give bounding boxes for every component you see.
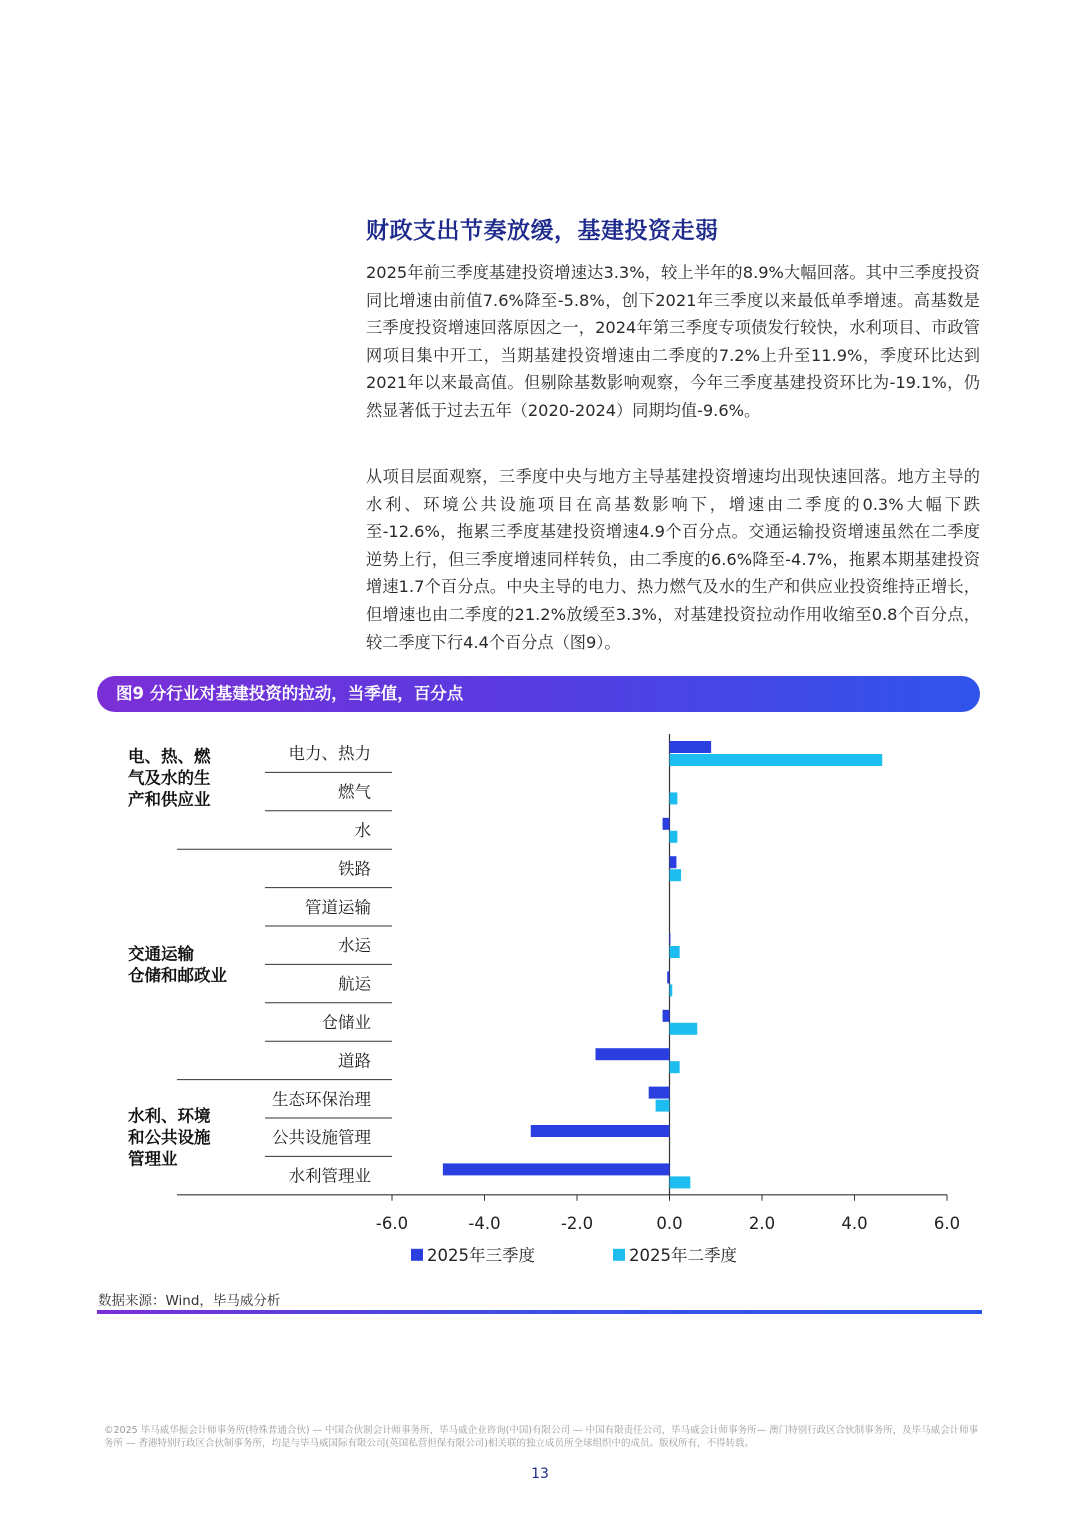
figure-title-banner: 图9 分行业对基建投资的拉动，当季值，百分点 [97, 676, 980, 712]
bar-q3 [670, 933, 671, 945]
bar-q2 [670, 831, 678, 843]
legend-label: 2025年三季度 [427, 1245, 535, 1265]
category-label: 管道运输 [305, 897, 371, 917]
x-tick-label: 2.0 [748, 1213, 776, 1233]
bar-q2 [670, 1023, 698, 1035]
legend-swatch [613, 1249, 625, 1261]
group-label: 水利、环境 [128, 1106, 211, 1126]
copyright-footer: ©2025 毕马威华振会计师事务所(特殊普通合伙) — 中国合伙制会计师事务所，毕马威企业咨询(中国)有限公司 — 中国有限责任公司，毕马威会计师事务所— 澳门特别行政区合伙制事务所，及毕马威会计师事务所 — 香港特别行政区合伙制事务所，均是与毕马威国际有限公司(英国私营担保有限公司)相关联的独立成员所全球组织中的成员。版权所有，不得转载。 [104, 1425, 979, 1449]
category-label: 仓储业 [321, 1013, 371, 1032]
category-label: 航运 [338, 974, 371, 994]
x-tick-label: -2.0 [560, 1213, 594, 1233]
bar-q2 [670, 1176, 691, 1188]
category-label: 水运 [338, 936, 371, 956]
group-label: 管理业 [128, 1149, 178, 1169]
bar-q3 [670, 741, 712, 753]
category-label: 电力、热力 [288, 744, 371, 764]
bar-q2 [670, 754, 883, 766]
group-label: 仓储和邮政业 [128, 966, 227, 986]
bar-q2 [670, 792, 678, 804]
bar-q3 [596, 1048, 670, 1060]
bar-chart [0, 720, 1080, 1280]
category-label: 燃气 [338, 782, 371, 802]
x-tick-label: 4.0 [841, 1213, 868, 1233]
legend-label: 2025年二季度 [629, 1245, 737, 1265]
x-tick-label: 0.0 [656, 1213, 683, 1233]
bar-q2 [670, 1061, 680, 1073]
bar-q2 [656, 1100, 670, 1112]
data-source-note: 数据来源：Wind，毕马威分析 [98, 1293, 281, 1309]
category-label: 水 [354, 821, 371, 840]
gradient-divider [97, 1310, 982, 1314]
group-label: 交通运输 [128, 944, 194, 964]
x-tick-label: -4.0 [468, 1213, 501, 1233]
bar-q2 [670, 869, 682, 881]
paragraph-2: 从项目层面观察，三季度中央与地方主导基建投资增速均出现快速回落。地方主导的水利、环境公共设施项目在高基数影响下，增速由二季度的0.3%大幅下跌至-12.6%，拖累三季度基建投资增速4.9个百分点。交通运输投资增速虽然在二季度逆势上行，但三季度增速同样转负，由二季度的6.6%降至-4.7%，拖累本期基建投资增速1.7个百分点。中央主导的电力、热力燃气及水的生产和供应业投资维持正增长，但增速也由二季度的21.2%放缓至3.3%，对基建投资拉动作用收缩至0.8个百分点，较二季度下行4.4个百分点（图9）。 [366, 467, 980, 652]
page-number: 13 [531, 1466, 549, 1482]
category-label: 铁路 [338, 859, 371, 879]
bar-q3 [663, 818, 670, 830]
bar-q2 [670, 984, 673, 996]
group-label: 气及水的生 [128, 768, 211, 788]
bar-q2 [670, 946, 680, 958]
group-label: 电、热、燃 [128, 747, 211, 766]
bar-q3 [531, 1125, 670, 1137]
bar-q3 [649, 1087, 670, 1099]
bar-q3 [667, 971, 669, 983]
category-label: 道路 [338, 1051, 371, 1071]
category-label: 生态环保治理 [272, 1089, 371, 1109]
bar-q3 [670, 856, 677, 868]
category-label: 水利管理业 [288, 1166, 371, 1186]
group-label: 产和供应业 [128, 790, 211, 809]
section-heading: 财政支出节奏放缓，基建投资走弱 [366, 218, 719, 244]
category-label: 公共设施管理 [272, 1128, 371, 1148]
bar-q3 [443, 1163, 670, 1175]
legend-swatch [411, 1249, 423, 1261]
x-tick-label: 6.0 [933, 1213, 961, 1233]
group-label: 和公共设施 [128, 1128, 211, 1148]
bar-q3 [663, 1010, 670, 1022]
x-tick-label: -6.0 [375, 1213, 409, 1233]
paragraph-1: 2025年前三季度基建投资增速达3.3%，较上半年的8.9%大幅回落。其中三季度投资同比增速由前值7.6%降至-5.8%，创下2021年三季度以来最低单季增速。高基数是三季度投资增速回落原因之一，2024年第三季度专项债发行较快，水利项目、市政管网项目集中开工，当期基建投资增速由二季度的7.2%上升至11.9%，季度环比达到2021年以来最高值。但剔除基数影响观察，今年三季度基建投资环比为-19.1%，仍然显著低于过去五年（2020-2024）同期均值-9.6%。 [366, 263, 980, 420]
